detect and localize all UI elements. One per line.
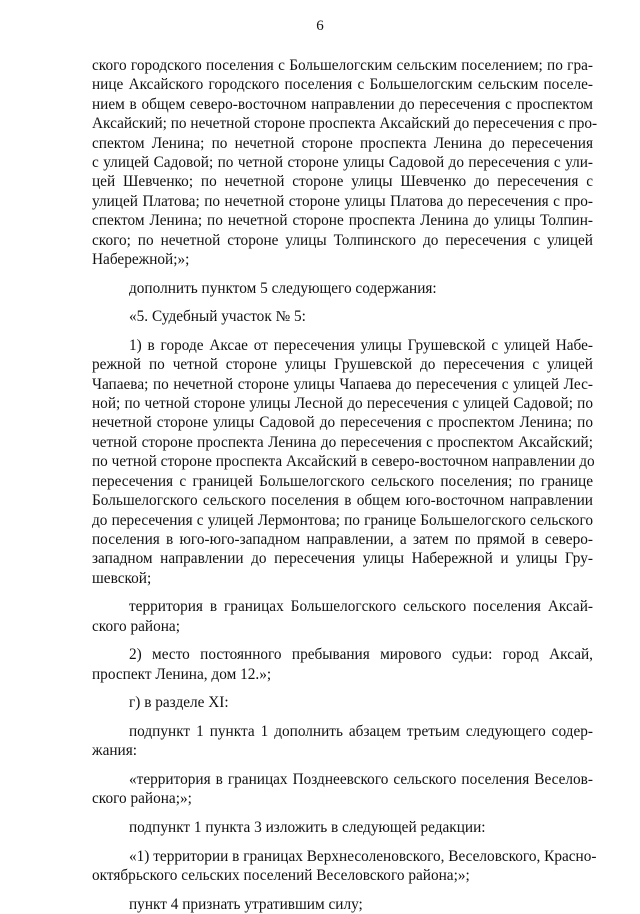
paragraph bbox=[92, 895, 593, 914]
text-line: цей Шевченко; по нечетной стороне улицы Шевченко до пересечения с bbox=[92, 173, 593, 191]
text-line: улицей Платова; по нечетной стороне улицы Платова до пересечения с про- bbox=[92, 192, 593, 210]
text-line: ского городского поселения с Большелогским сельским поселением; по гра- bbox=[92, 57, 593, 74]
text-line: шевской; bbox=[92, 569, 152, 587]
paragraph bbox=[92, 770, 593, 809]
text-line: октябрьского сельских поселений Веселовского района;»; bbox=[92, 866, 470, 884]
paragraph bbox=[92, 597, 593, 636]
text-line: подпункт 1 пункта 3 изложить в следующей редакции: bbox=[129, 818, 486, 836]
text-line: 2) место постоянного пребывания мирового судьи: город Аксай, bbox=[129, 646, 593, 664]
text-line: нечетной стороне улицы Садовой до пересечения с проспектом Ленина; по bbox=[92, 414, 593, 432]
paragraph bbox=[92, 645, 593, 684]
text-line: режной по четной стороне улицы Грушевской до пересечения с улицей bbox=[92, 356, 593, 374]
text-line: жания: bbox=[92, 742, 138, 760]
text-line: западном направлении до пересечения улицы Набережной и улицы Гру- bbox=[92, 550, 593, 568]
paragraph bbox=[92, 336, 593, 588]
text-line: поселения в юго-юго-западном направлении, а затем по прямой в северо- bbox=[92, 530, 593, 548]
text-line: «1) территории в границах Верхнесоленовского, Веселовского, Красно- bbox=[129, 847, 597, 865]
document-body bbox=[92, 56, 598, 914]
paragraph bbox=[92, 847, 597, 886]
text-line: ского района; bbox=[92, 617, 180, 635]
text-line: до пересечения с улицей Лермонтова; по границе Большелогского сельского bbox=[92, 511, 593, 529]
text-line: г) в разделе XI: bbox=[129, 694, 229, 712]
text-line: ского; по нечетной стороне улицы Толпинского до пересечения с улицей bbox=[92, 231, 593, 249]
text-line: четной стороне проспекта Ленина до пересечения с проспектом Аксайский; bbox=[92, 433, 593, 451]
text-line: подпункт 1 пункта 1 дополнить абзацем третьим следующего содер- bbox=[129, 722, 593, 740]
text-line: «территория в границах Позднеевского сельского поселения Веселов- bbox=[129, 770, 593, 788]
text-line: проспект Ленина, дом 12.»; bbox=[92, 665, 272, 683]
page-number: 6 bbox=[316, 18, 324, 34]
text-line: ной; по четной стороне улицы Лесной до пересечения с улицей Садовой; по bbox=[92, 395, 593, 413]
paragraph bbox=[92, 56, 598, 269]
paragraph bbox=[92, 722, 593, 761]
text-line: пункт 4 признать утратившим силу; bbox=[129, 895, 363, 913]
text-line: Набережной;»; bbox=[92, 251, 190, 269]
text-line: 1) в городе Аксае от пересечения улицы Грушевской с улицей Набе- bbox=[129, 336, 593, 354]
text-line: Чапаева; по нечетной стороне улицы Чапаева до пересечения с улицей Лес- bbox=[92, 375, 593, 393]
text-line: ского района;»; bbox=[92, 790, 192, 808]
text-line: по четной стороне проспекта Аксайский в северо-восточном направлении до bbox=[92, 453, 595, 471]
text-line: «5. Судебный участок № 5: bbox=[129, 308, 306, 326]
text-line: спектом Ленина; по нечетной стороне проспекта Ленина до улицы Толпин- bbox=[92, 212, 593, 230]
text-line: спектом Ленина; по нечетной стороне проспекта Ленина до пересечения bbox=[92, 134, 593, 152]
text-line: территория в границах Большелогского сельского поселения Аксай- bbox=[129, 598, 593, 616]
text-line: пересечения с границей Большелогского сельского поселения; по границе bbox=[92, 472, 593, 490]
paragraph bbox=[92, 818, 593, 837]
paragraph bbox=[92, 307, 593, 326]
text-line: Аксайский; по нечетной стороне проспекта Аксайский до пересечения с про- bbox=[92, 115, 598, 133]
text-line: нием в общем северо-восточном направлении до пересечения с проспектом bbox=[92, 95, 593, 113]
paragraph bbox=[92, 693, 593, 712]
text-line: с улицей Садовой; по четной стороне улицы Садовой до пересечения с ули- bbox=[92, 154, 593, 172]
text-line: нице Аксайского городского поселения с Большелогским сельским поселе- bbox=[92, 76, 593, 94]
text-line: Большелогского сельского поселения в общем юго-восточном направлении bbox=[92, 492, 593, 510]
text-line: дополнить пунктом 5 следующего содержания: bbox=[129, 279, 437, 297]
paragraph bbox=[92, 279, 593, 298]
